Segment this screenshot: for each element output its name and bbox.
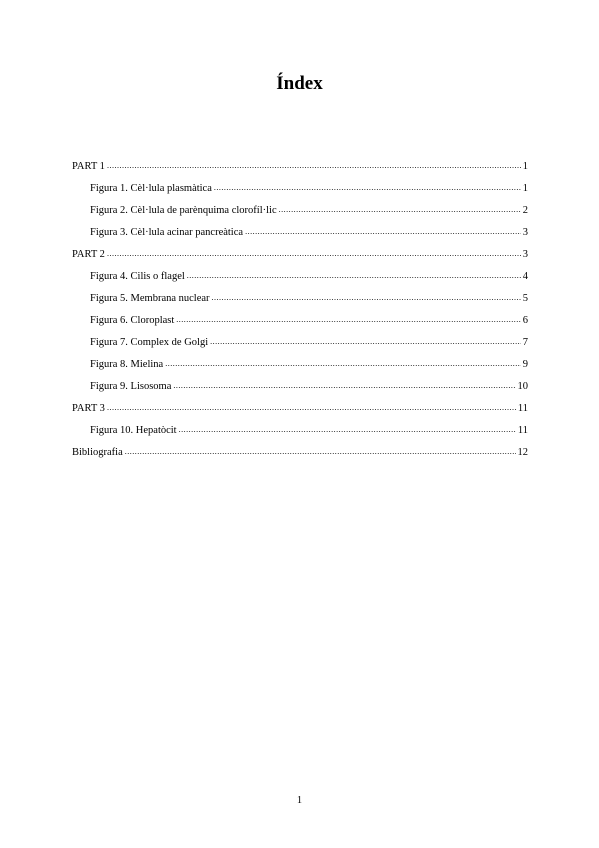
- toc-entry-figura-6[interactable]: [72, 312, 528, 334]
- toc-entry-page: 7: [522, 337, 528, 348]
- toc-entry-page: 1: [522, 183, 528, 194]
- toc-dot-leader: [107, 399, 516, 417]
- toc-entry-page: 6: [522, 315, 528, 326]
- toc-entry-page: 1: [522, 161, 528, 172]
- toc-dot-leader: [125, 443, 516, 461]
- toc-entry-bibliografia[interactable]: [72, 444, 528, 466]
- toc-entry-page: 4: [522, 271, 528, 282]
- toc-entry-label: Figura 6. Cloroplast: [90, 315, 175, 326]
- toc-dot-leader: [107, 245, 521, 263]
- toc-entry-label: Figura 5. Membrana nuclear: [90, 293, 210, 304]
- toc-dot-leader: [187, 267, 521, 285]
- toc-entry-figura-3[interactable]: [72, 224, 528, 246]
- toc-dot-leader: [214, 179, 521, 197]
- toc-entry-page: 3: [522, 249, 528, 260]
- toc-entry-figura-9[interactable]: [72, 378, 528, 400]
- toc-dot-leader: [107, 157, 521, 175]
- toc-entry-page: 5: [522, 293, 528, 304]
- toc-entry-part-3[interactable]: [72, 400, 528, 422]
- toc-entry-figura-2[interactable]: [72, 202, 528, 224]
- toc-dot-leader: [210, 333, 521, 351]
- toc-entry-figura-7[interactable]: [72, 334, 528, 356]
- toc-entry-figura-8[interactable]: [72, 356, 528, 378]
- page-title: Índex: [276, 73, 323, 94]
- toc-dot-leader: [212, 289, 521, 307]
- page-number: 1: [296, 795, 303, 806]
- toc-entry-label: Figura 7. Complex de Golgi: [90, 337, 209, 348]
- toc-dot-leader: [165, 355, 521, 373]
- toc-entry-page: 11: [517, 403, 528, 414]
- toc-entry-label: PART 3: [72, 403, 105, 414]
- toc-entry-label: Figura 8. Mielina: [90, 359, 164, 370]
- toc-entry-label: Figura 3. Cèl·lula acinar pancreàtica: [90, 227, 244, 238]
- toc-entry-part-1[interactable]: [72, 158, 528, 180]
- toc-entry-page: 12: [517, 447, 528, 458]
- toc-entry-page: 9: [522, 359, 528, 370]
- toc-entry-label: Figura 10. Hepatòcit: [90, 425, 177, 436]
- toc-entry-label: Figura 4. Cilis o flagel: [90, 271, 185, 282]
- toc-entry-label: Figura 1. Cèl·lula plasmàtica: [90, 183, 212, 194]
- toc-entry-label: PART 1: [72, 161, 105, 172]
- toc-dot-leader: [279, 201, 521, 219]
- toc-entry-page: 11: [517, 425, 528, 436]
- toc-dot-leader: [176, 311, 520, 329]
- toc-entry-page: 10: [517, 381, 528, 392]
- toc-entry-figura-1[interactable]: [72, 180, 528, 202]
- toc-entry-figura-5[interactable]: [72, 290, 528, 312]
- toc-entry-label: Figura 9. Lisosoma: [90, 381, 172, 392]
- toc-entry-page: 3: [522, 227, 528, 238]
- toc-entry-part-2[interactable]: [72, 246, 528, 268]
- toc-entry-figura-10[interactable]: [72, 422, 528, 444]
- toc-entry-page: 2: [522, 205, 528, 216]
- table-of-contents: [72, 158, 528, 466]
- toc-entry-label: PART 2: [72, 249, 105, 260]
- toc-dot-leader: [245, 223, 521, 241]
- toc-dot-leader: [179, 421, 516, 439]
- toc-entry-label: Figura 2. Cèl·lula de parènquima clorofíl·lic: [90, 205, 277, 216]
- toc-entry-label: Bibliografia: [72, 447, 123, 458]
- toc-dot-leader: [173, 377, 515, 395]
- toc-entry-figura-4[interactable]: [72, 268, 528, 290]
